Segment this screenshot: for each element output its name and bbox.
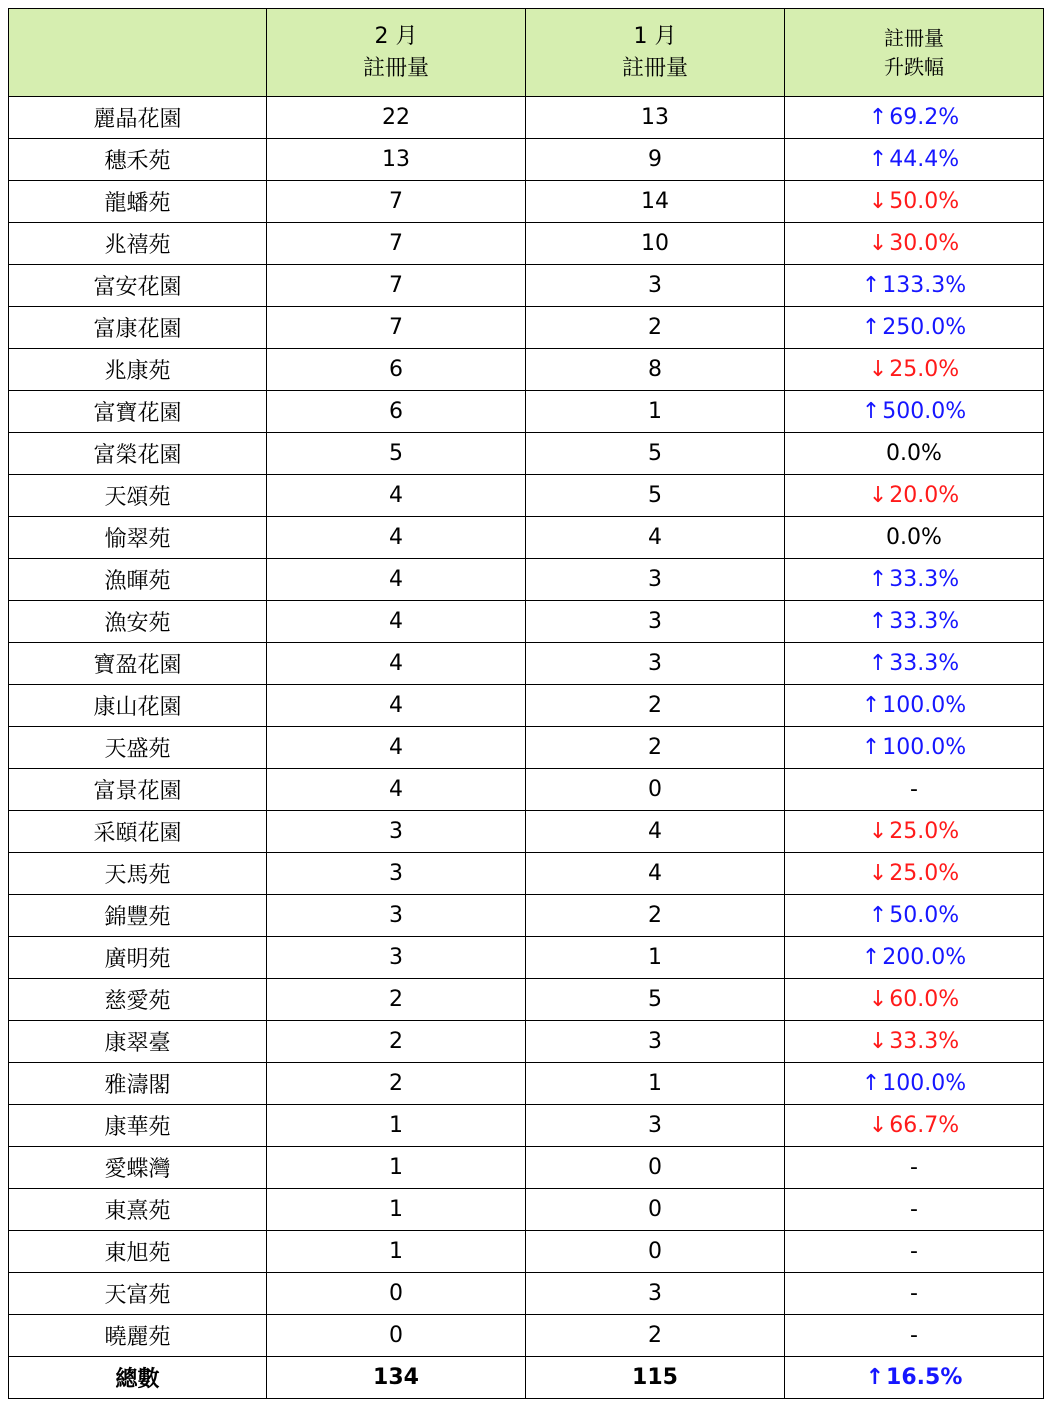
change-cell bbox=[785, 769, 1044, 811]
registration-table-container bbox=[8, 8, 1044, 1399]
table-row bbox=[9, 97, 1044, 139]
header-jan-month: 1 月 bbox=[633, 23, 677, 49]
jan-count-cell: 1 bbox=[526, 937, 785, 979]
table-row bbox=[9, 307, 1044, 349]
feb-count-cell: 4 bbox=[267, 475, 526, 517]
jan-count-cell: 3 bbox=[526, 265, 785, 307]
header-change-bottom: 升跌幅 bbox=[884, 54, 944, 79]
estate-name-cell: 天頌苑 bbox=[9, 475, 267, 517]
change-value: 25.0% bbox=[889, 861, 960, 886]
table-row bbox=[9, 895, 1044, 937]
estate-name-cell: 龍蟠苑 bbox=[9, 181, 267, 223]
estate-name-cell: 富寶花園 bbox=[9, 391, 267, 433]
change-value: 44.4% bbox=[889, 147, 960, 172]
change-cell bbox=[785, 727, 1044, 769]
estate-name-cell: 天盛苑 bbox=[9, 727, 267, 769]
feb-count-cell: 4 bbox=[267, 685, 526, 727]
change-cell bbox=[785, 937, 1044, 979]
change-value: 33.3% bbox=[889, 651, 960, 676]
estate-name-cell: 康華苑 bbox=[9, 1105, 267, 1147]
estate-name-cell: 寶盈花園 bbox=[9, 643, 267, 685]
arrow-up-icon: ↑ bbox=[861, 315, 881, 340]
jan-count-cell: 4 bbox=[526, 811, 785, 853]
change-value: - bbox=[910, 777, 918, 802]
jan-count-cell: 1 bbox=[526, 1063, 785, 1105]
feb-count-cell: 7 bbox=[267, 223, 526, 265]
arrow-down-icon: ↓ bbox=[868, 231, 888, 256]
header-estate bbox=[9, 9, 267, 97]
jan-count-cell: 2 bbox=[526, 1315, 785, 1357]
change-cell bbox=[785, 307, 1044, 349]
jan-count-cell: 14 bbox=[526, 181, 785, 223]
feb-count-cell: 4 bbox=[267, 727, 526, 769]
change-value: 100.0% bbox=[882, 693, 967, 718]
change-value: 50.0% bbox=[889, 903, 960, 928]
change-value: 60.0% bbox=[889, 987, 960, 1012]
estate-name-cell: 愛蝶灣 bbox=[9, 1147, 267, 1189]
arrow-down-icon: ↓ bbox=[868, 483, 888, 508]
arrow-up-icon: ↑ bbox=[868, 567, 888, 592]
estate-name-cell: 慈愛苑 bbox=[9, 979, 267, 1021]
arrow-down-icon: ↓ bbox=[868, 819, 888, 844]
arrow-up-icon: ↑ bbox=[868, 903, 888, 928]
change-cell bbox=[785, 475, 1044, 517]
jan-count-cell: 3 bbox=[526, 559, 785, 601]
feb-count-cell: 1 bbox=[267, 1147, 526, 1189]
header-change bbox=[785, 9, 1044, 97]
feb-count-cell: 2 bbox=[267, 1063, 526, 1105]
feb-count-cell: 3 bbox=[267, 937, 526, 979]
table-row bbox=[9, 853, 1044, 895]
jan-count-cell: 115 bbox=[526, 1357, 785, 1399]
header-change-top: 註冊量 bbox=[884, 25, 944, 50]
table-row bbox=[9, 1315, 1044, 1357]
estate-name-cell: 廣明苑 bbox=[9, 937, 267, 979]
table-row bbox=[9, 349, 1044, 391]
estate-name-cell: 穗禾苑 bbox=[9, 139, 267, 181]
arrow-down-icon: ↓ bbox=[868, 1029, 888, 1054]
estate-name-cell: 東旭苑 bbox=[9, 1231, 267, 1273]
jan-count-cell: 9 bbox=[526, 139, 785, 181]
change-cell bbox=[785, 223, 1044, 265]
jan-count-cell: 3 bbox=[526, 601, 785, 643]
feb-count-cell: 3 bbox=[267, 811, 526, 853]
change-value: 0.0% bbox=[886, 441, 942, 466]
table-row bbox=[9, 517, 1044, 559]
jan-count-cell: 3 bbox=[526, 1021, 785, 1063]
table-row bbox=[9, 1147, 1044, 1189]
estate-name-cell: 兆禧苑 bbox=[9, 223, 267, 265]
feb-count-cell: 4 bbox=[267, 601, 526, 643]
table-row bbox=[9, 1231, 1044, 1273]
feb-count-cell: 1 bbox=[267, 1231, 526, 1273]
feb-count-cell: 2 bbox=[267, 979, 526, 1021]
table-row bbox=[9, 475, 1044, 517]
feb-count-cell: 5 bbox=[267, 433, 526, 475]
arrow-up-icon: ↑ bbox=[861, 945, 881, 970]
change-cell bbox=[785, 433, 1044, 475]
header-jan-label: 註冊量 bbox=[621, 55, 688, 81]
arrow-down-icon: ↓ bbox=[868, 987, 888, 1012]
arrow-down-icon: ↓ bbox=[868, 189, 888, 214]
change-value: 100.0% bbox=[882, 735, 967, 760]
arrow-up-icon: ↑ bbox=[868, 105, 888, 130]
jan-count-cell: 4 bbox=[526, 853, 785, 895]
feb-count-cell: 22 bbox=[267, 97, 526, 139]
arrow-down-icon: ↓ bbox=[868, 1113, 888, 1138]
change-cell bbox=[785, 685, 1044, 727]
change-value: 20.0% bbox=[889, 483, 960, 508]
feb-count-cell: 4 bbox=[267, 769, 526, 811]
change-value: - bbox=[910, 1323, 918, 1348]
change-value: 200.0% bbox=[882, 945, 967, 970]
estate-name-cell: 錦豐苑 bbox=[9, 895, 267, 937]
registration-table bbox=[8, 8, 1044, 1399]
change-cell bbox=[785, 1315, 1044, 1357]
jan-count-cell: 2 bbox=[526, 685, 785, 727]
change-value: 250.0% bbox=[882, 315, 967, 340]
jan-count-cell: 0 bbox=[526, 1231, 785, 1273]
jan-count-cell: 5 bbox=[526, 475, 785, 517]
change-cell bbox=[785, 895, 1044, 937]
estate-name-cell: 愉翠苑 bbox=[9, 517, 267, 559]
change-value: 33.3% bbox=[889, 567, 960, 592]
feb-count-cell: 6 bbox=[267, 349, 526, 391]
table-row bbox=[9, 223, 1044, 265]
arrow-up-icon: ↑ bbox=[865, 1365, 885, 1390]
table-row bbox=[9, 979, 1044, 1021]
table-row bbox=[9, 727, 1044, 769]
jan-count-cell: 4 bbox=[526, 517, 785, 559]
table-row bbox=[9, 391, 1044, 433]
header-feb-label: 註冊量 bbox=[362, 55, 429, 81]
table-body bbox=[9, 97, 1044, 1399]
jan-count-cell: 10 bbox=[526, 223, 785, 265]
jan-count-cell: 3 bbox=[526, 1105, 785, 1147]
feb-count-cell: 3 bbox=[267, 853, 526, 895]
change-cell bbox=[785, 517, 1044, 559]
jan-count-cell: 1 bbox=[526, 391, 785, 433]
table-row bbox=[9, 1273, 1044, 1315]
table-row bbox=[9, 937, 1044, 979]
change-value: 66.7% bbox=[889, 1113, 960, 1138]
change-cell bbox=[785, 1063, 1044, 1105]
change-cell bbox=[785, 1273, 1044, 1315]
change-cell bbox=[785, 1357, 1044, 1399]
header-feb bbox=[267, 9, 526, 97]
table-row bbox=[9, 769, 1044, 811]
jan-count-cell: 8 bbox=[526, 349, 785, 391]
change-value: 33.3% bbox=[889, 1029, 960, 1054]
arrow-up-icon: ↑ bbox=[861, 1071, 881, 1096]
change-cell bbox=[785, 853, 1044, 895]
feb-count-cell: 7 bbox=[267, 181, 526, 223]
change-value: 500.0% bbox=[882, 399, 967, 424]
change-cell bbox=[785, 979, 1044, 1021]
feb-count-cell: 134 bbox=[267, 1357, 526, 1399]
total-row bbox=[9, 1357, 1044, 1399]
table-row bbox=[9, 1063, 1044, 1105]
change-cell bbox=[785, 559, 1044, 601]
change-value: 69.2% bbox=[889, 105, 960, 130]
header-jan bbox=[526, 9, 785, 97]
jan-count-cell: 0 bbox=[526, 1189, 785, 1231]
change-value: - bbox=[910, 1239, 918, 1264]
feb-count-cell: 1 bbox=[267, 1105, 526, 1147]
change-value: - bbox=[910, 1155, 918, 1180]
change-cell bbox=[785, 1231, 1044, 1273]
jan-count-cell: 5 bbox=[526, 979, 785, 1021]
arrow-up-icon: ↑ bbox=[861, 693, 881, 718]
change-cell bbox=[785, 391, 1044, 433]
change-value: 16.5% bbox=[886, 1365, 963, 1390]
change-value: 133.3% bbox=[882, 273, 967, 298]
table-row bbox=[9, 1189, 1044, 1231]
arrow-up-icon: ↑ bbox=[868, 147, 888, 172]
feb-count-cell: 13 bbox=[267, 139, 526, 181]
estate-name-cell: 兆康苑 bbox=[9, 349, 267, 391]
estate-name-cell: 康山花園 bbox=[9, 685, 267, 727]
header-feb-month: 2 月 bbox=[374, 23, 418, 49]
table-row bbox=[9, 685, 1044, 727]
feb-count-cell: 6 bbox=[267, 391, 526, 433]
estate-name-cell: 采頤花園 bbox=[9, 811, 267, 853]
change-value: 25.0% bbox=[889, 357, 960, 382]
change-cell bbox=[785, 1021, 1044, 1063]
jan-count-cell: 0 bbox=[526, 769, 785, 811]
table-row bbox=[9, 601, 1044, 643]
feb-count-cell: 7 bbox=[267, 307, 526, 349]
jan-count-cell: 13 bbox=[526, 97, 785, 139]
change-cell bbox=[785, 643, 1044, 685]
estate-name-cell: 天馬苑 bbox=[9, 853, 267, 895]
change-value: 30.0% bbox=[889, 231, 960, 256]
estate-name-cell: 曉麗苑 bbox=[9, 1315, 267, 1357]
change-value: 33.3% bbox=[889, 609, 960, 634]
change-cell bbox=[785, 349, 1044, 391]
feb-count-cell: 0 bbox=[267, 1273, 526, 1315]
estate-name-cell: 漁安苑 bbox=[9, 601, 267, 643]
table-row bbox=[9, 1105, 1044, 1147]
change-cell bbox=[785, 1189, 1044, 1231]
arrow-up-icon: ↑ bbox=[861, 399, 881, 424]
estate-name-cell: 富安花園 bbox=[9, 265, 267, 307]
table-row bbox=[9, 559, 1044, 601]
feb-count-cell: 4 bbox=[267, 517, 526, 559]
estate-name-cell: 天富苑 bbox=[9, 1273, 267, 1315]
jan-count-cell: 5 bbox=[526, 433, 785, 475]
table-row bbox=[9, 265, 1044, 307]
jan-count-cell: 2 bbox=[526, 895, 785, 937]
change-value: 0.0% bbox=[886, 525, 942, 550]
change-value: 25.0% bbox=[889, 819, 960, 844]
feb-count-cell: 1 bbox=[267, 1189, 526, 1231]
change-cell bbox=[785, 97, 1044, 139]
change-value: - bbox=[910, 1281, 918, 1306]
arrow-down-icon: ↓ bbox=[868, 861, 888, 886]
arrow-up-icon: ↑ bbox=[868, 651, 888, 676]
table-row bbox=[9, 811, 1044, 853]
change-cell bbox=[785, 265, 1044, 307]
table-row bbox=[9, 643, 1044, 685]
change-cell bbox=[785, 601, 1044, 643]
jan-count-cell: 3 bbox=[526, 643, 785, 685]
arrow-up-icon: ↑ bbox=[868, 609, 888, 634]
change-cell bbox=[785, 811, 1044, 853]
jan-count-cell: 3 bbox=[526, 1273, 785, 1315]
change-value: 100.0% bbox=[882, 1071, 967, 1096]
change-cell bbox=[785, 1105, 1044, 1147]
jan-count-cell: 0 bbox=[526, 1147, 785, 1189]
jan-count-cell: 2 bbox=[526, 307, 785, 349]
change-cell bbox=[785, 139, 1044, 181]
change-value: - bbox=[910, 1197, 918, 1222]
arrow-down-icon: ↓ bbox=[868, 357, 888, 382]
table-row bbox=[9, 433, 1044, 475]
change-cell bbox=[785, 181, 1044, 223]
estate-name-cell: 雅濤閣 bbox=[9, 1063, 267, 1105]
table-row bbox=[9, 181, 1044, 223]
jan-count-cell: 2 bbox=[526, 727, 785, 769]
estate-name-cell: 麗晶花園 bbox=[9, 97, 267, 139]
estate-name-cell: 富榮花園 bbox=[9, 433, 267, 475]
estate-name-cell: 富景花園 bbox=[9, 769, 267, 811]
estate-name-cell: 康翠臺 bbox=[9, 1021, 267, 1063]
arrow-up-icon: ↑ bbox=[861, 273, 881, 298]
feb-count-cell: 0 bbox=[267, 1315, 526, 1357]
table-row bbox=[9, 139, 1044, 181]
estate-name-cell: 富康花園 bbox=[9, 307, 267, 349]
feb-count-cell: 2 bbox=[267, 1021, 526, 1063]
feb-count-cell: 4 bbox=[267, 559, 526, 601]
estate-name-cell: 總數 bbox=[9, 1357, 267, 1399]
header-row bbox=[9, 9, 1044, 97]
estate-name-cell: 漁暉苑 bbox=[9, 559, 267, 601]
arrow-up-icon: ↑ bbox=[861, 735, 881, 760]
change-cell bbox=[785, 1147, 1044, 1189]
change-value: 50.0% bbox=[889, 189, 960, 214]
feb-count-cell: 3 bbox=[267, 895, 526, 937]
table-row bbox=[9, 1021, 1044, 1063]
feb-count-cell: 4 bbox=[267, 643, 526, 685]
estate-name-cell: 東熹苑 bbox=[9, 1189, 267, 1231]
feb-count-cell: 7 bbox=[267, 265, 526, 307]
